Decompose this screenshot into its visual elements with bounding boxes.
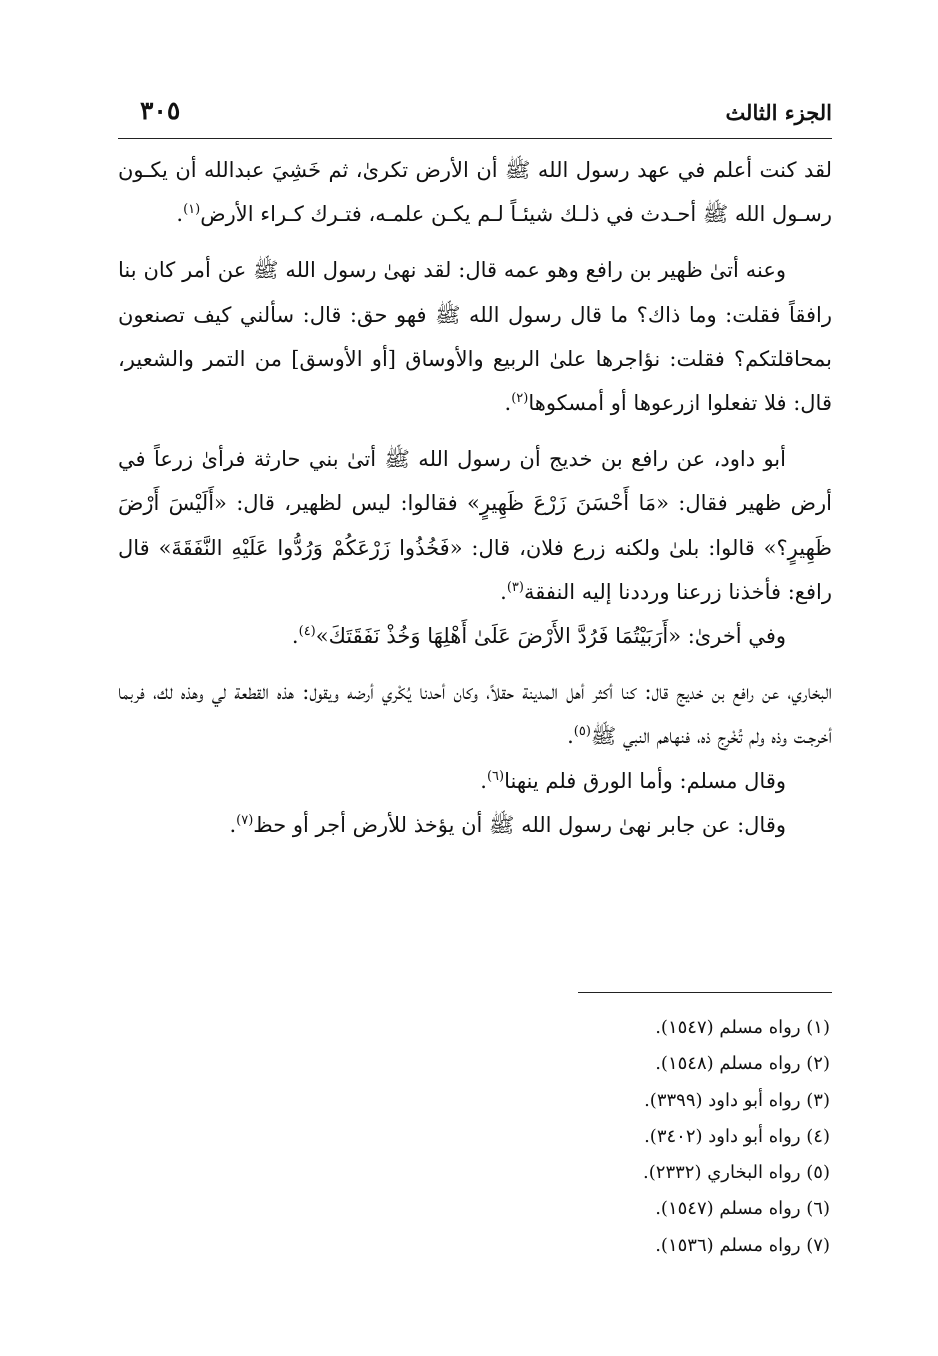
paragraph (118, 803, 832, 847)
footnote-separator (578, 992, 832, 993)
paragraph-text: وفي أخرىٰ: «أَرَبَيْتُمَا فَرُدَّ الأَرْضَ عَلَىٰ أَهْلِهَا وَخُذْ نَفَقَتَكَ» (315, 624, 786, 649)
paragraph (118, 614, 832, 658)
paragraph-text: . (500, 579, 507, 604)
paragraph-text: . (504, 391, 512, 416)
paragraph-text: وعنه أتىٰ ظهير بن رافع وهو عمه قال: لقد نهىٰ رسول الله ﷺ عن أمر كان بنا رافقاً فقلت: وما ذاك؟ ما قال رسول الله ﷺ فهو حق: قال: سألني كيف تصنعون بمحاقلتكم؟ فقلت: نؤاجرها علىٰ الربيع والأوساق [أو الأوسق] من التمر والشعير، قال: فلا تفعلوا ازرعوها أو أمسكوها (118, 258, 832, 416)
paragraph-text: . (567, 724, 574, 749)
paragraph-text: . (176, 202, 184, 227)
footnote: (٧) رواه مسلم (١٥٣٦). (655, 1234, 830, 1256)
paragraph (118, 148, 832, 236)
paragraph-text: . (480, 768, 487, 793)
paragraph-text: وقال مسلم: وأما الورق فلم ينهنا (504, 768, 786, 793)
paragraph (118, 437, 832, 614)
footnote: (٦) رواه مسلم (١٥٤٧). (655, 1198, 830, 1220)
paragraph-text: . (291, 624, 299, 649)
footnote-reference: (٥) (573, 724, 591, 740)
footnote: (١) رواه مسلم (١٥٤٧). (655, 1017, 830, 1038)
paragraph-text: وقال: عن جابر نهىٰ رسول الله ﷺ أن يؤخذ للأرض أجر أو حظ (253, 812, 786, 837)
paragraph (118, 248, 832, 425)
footnote-reference: (٣) (506, 579, 524, 595)
footnote: (٥) رواه البخاري (٢٣٣٢). (643, 1162, 830, 1184)
footnote: (٣) رواه أبو داود (٣٣٩٩). (644, 1089, 830, 1111)
running-header (118, 96, 832, 132)
running-header-title: الجزء الثالث (725, 100, 832, 125)
footnote-reference: (٢) (511, 391, 529, 407)
footnote-reference: (٤) (298, 624, 316, 640)
footnotes (118, 1010, 832, 1264)
header-rule (118, 138, 832, 139)
footnote-reference: (١) (183, 202, 201, 218)
footnote: (٤) رواه أبو داود (٣٤٠٢). (644, 1125, 830, 1147)
paragraph-text: البخاري، عن رافع بن خديج قال: كنا أكثر أهل المدينة حقلاً، وكان أحدنا يُكْري أرضه ويقول: هذه القطعة لي وهذه لك، فربما أخرجـت وذه ولم تُخْرِج ذه، فنهاهم النبي ﷺ (118, 680, 832, 749)
footnote: (٢) رواه مسلم (١٥٤٨). (655, 1053, 830, 1075)
footnote-reference: (٦) (486, 768, 505, 784)
paragraph (118, 670, 832, 758)
main-text (118, 148, 832, 847)
paragraph (118, 759, 832, 803)
paragraph-text: لقد كنت أعلم في عهد رسول الله ﷺ أن الأرض تكرىٰ، ثم خَشِيَ عبدالله أن يكـون رسـول الله ﷺ أحـدث في ذلـك شيئـاً لـم يكـن علمـه، فتـرك كـراء الأرض (118, 158, 832, 227)
paragraph-text: أبو داود، عن رافع بن خديج أن رسول الله ﷺ أتىٰ بني حارثة فرأىٰ زرعاً في أرض ظهير فقال: «مَا أَحْسَنَ زَرْعَ ظَهِيرٍ» فقالوا: ليس لظهير، قال: «أَلَيْسَ أَرْضَ ظَهِيرٍ؟» قالوا: بلىٰ ولكنه زرع فلان، قال: «فَخُذُوا زَرْعَكُمْ وَرُدُّوا عَلَيْهِ النَّفَقَةَ» قال رافع: فأخذنا زرعنا ورددنا إليه النفقة (118, 447, 832, 604)
footnote-reference: (٧) (236, 812, 254, 828)
paragraph-text: . (229, 812, 237, 837)
page-number: ٣٠٥ (140, 96, 181, 125)
